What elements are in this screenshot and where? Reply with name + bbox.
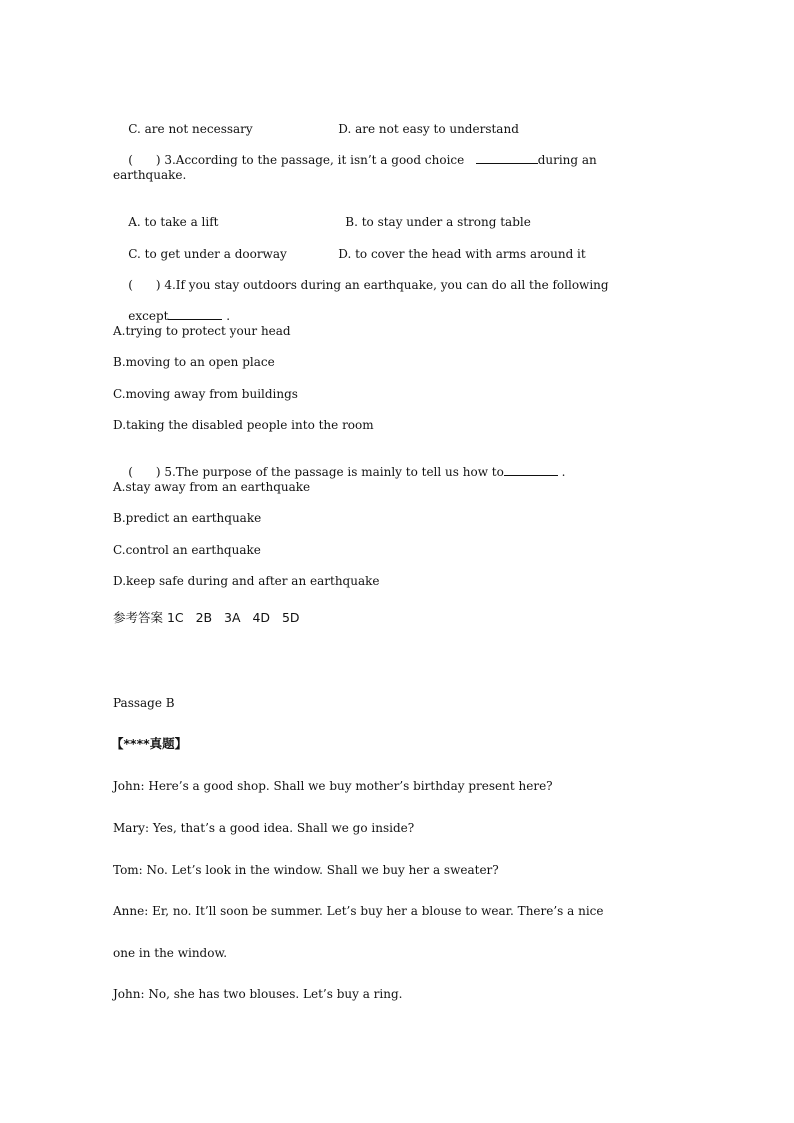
q4-bracket: ( ) <box>128 278 161 292</box>
q3-option-a: A. to take a lift <box>128 215 219 229</box>
q3-bracket: ( ) <box>128 153 161 167</box>
q4-option-a: A.trying to protect your head <box>113 324 291 338</box>
q3-option-b: B. to stay under a strong table <box>345 215 531 229</box>
q5-bracket: ( ) <box>128 465 161 479</box>
dialogue-line: John: Here’s a good shop. Shall we buy mother’s birthday present here? <box>113 779 553 793</box>
q5-stem-end: . <box>561 465 566 479</box>
dialogue-line: Tom: No. Let’s look in the window. Shall we buy her a sweater? <box>113 863 499 877</box>
q5-option-c: C.control an earthquake <box>113 543 261 557</box>
dialogue-line: one in the window. <box>113 946 228 960</box>
passage-b-tag: 【****真题】 <box>111 736 188 751</box>
q5-option-d: D.keep safe during and after an earthquake <box>113 574 380 588</box>
q5-option-a: A.stay away from an earthquake <box>113 480 311 494</box>
q4-stem-end: . <box>226 309 231 323</box>
q3-stem-tail: during an <box>537 153 597 167</box>
dialogue-line: Mary: Yes, that’s a good idea. Shall we go inside? <box>113 821 415 835</box>
dialogue-line: Anne: Er, no. It’ll soon be summer. Let’s buy her a blouse to wear. There’s a nice <box>113 904 604 918</box>
q3-answer-blank <box>476 152 538 164</box>
q3-option-c: C. to get under a doorway <box>128 247 287 261</box>
q4-stem-text: 4.If you stay outdoors during an earthquake, you can do all the following <box>164 278 609 292</box>
passage-b-title: Passage B <box>113 696 175 710</box>
q3-stem-text: 3.According to the passage, it isn’t a good choice <box>164 153 465 167</box>
q5-option-b: B.predict an earthquake <box>113 511 262 525</box>
answer-key: 参考答案 1C 2B 3A 4D 5D <box>113 610 300 625</box>
q3-stem-cont: earthquake. <box>113 168 187 182</box>
q5-stem-text: 5.The purpose of the passage is mainly to tell us how to <box>164 465 504 479</box>
dialogue-line: John: No, she has two blouses. Let’s buy a ring. <box>113 987 403 1001</box>
q5-answer-blank <box>504 464 558 476</box>
q2-option-d: D. are not easy to understand <box>338 122 519 136</box>
q4-option-d: D.taking the disabled people into the room <box>113 418 374 432</box>
q4-option-b: B.moving to an open place <box>113 355 275 369</box>
q4-answer-blank <box>168 308 222 320</box>
q4-stem-except: except <box>128 309 169 323</box>
q3-option-d: D. to cover the head with arms around it <box>338 247 586 261</box>
q2-option-c: C. are not necessary <box>128 122 253 136</box>
q4-option-c: C.moving away from buildings <box>113 387 298 401</box>
